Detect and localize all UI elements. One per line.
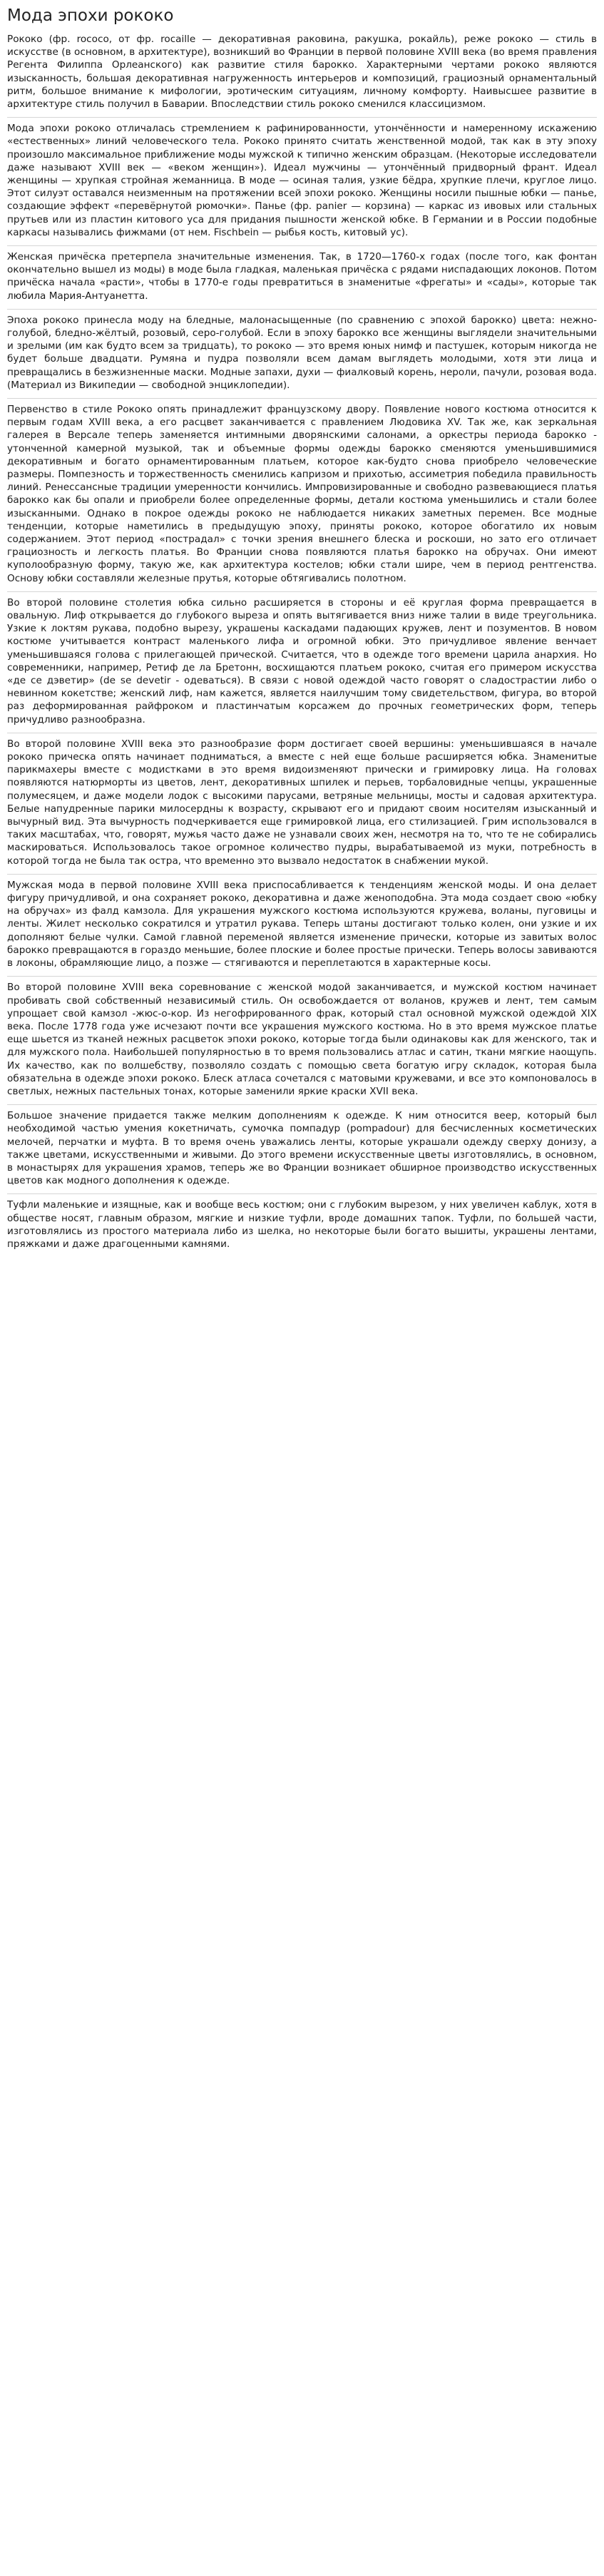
article-paragraph-1: Рококо (фр. rococo, от фр. rocaille — декоративная раковина, ракушка, рокайль), реже рококо — стиль в искусстве (в основном, в архитектуре), возникший во Франции в первой половине XVIII века (во время правления Регента Филиппа Орлеанского) как развитие стиля барокко. Характерными чертами рококо являются изысканность, большая декоративная нагруженность интерьеров и композиций, грациозный орнаментальный ритм, большое внимание к мифологии, эротическим ситуациям, личному комфорту. Наивысшее развитие в архитектуре стиль получил в Баварии. Впоследствии стиль рококо сменился классицизмом. — [7, 33, 597, 118]
article-paragraph-5: Первенство в стиле Рококо опять принадлежит французскому двору. Появление нового костюма относится к первым годам XVIII века, а его расцвет заканчивается с правлением Людовика XV. Так же, как зеркальная галерея в Версале теперь заменяется интимными дворянскими салонами, а оркестры периода барокко - утонченной камерной музыкой, так и объемные формы одежды барокко сменяются уменьшившимися декоративным и богато орнаментированным платьем, которое как-будто снова приобрело человеческие размеры. Помпезность и торжественность сменились капризом и прихотью, ассиметрия победила правильность линий. Ренессансные традиции умеренности кончились. Импровизированные и свободно развевающиеся платья барокко как бы опали и приобрели более определенные формы, детали костюма уменьшились и стали более изысканными. Однако в покрое одежды рококо не наблюдается никаких заметных перемен. Все модные тенденции, которые наметились в предыдущую эпоху, приняты рококо, которое обогатило их новым содержанием. Этот период «пострадал» с точки зрения внешнего блеска и роскоши, но зато его отличает грациозность и легкость платья. Во Франции снова появляются платья барокко на обручах. Они имеют куполообразную форму, такую же, как архитектура костелов; юбки стали шире, чем в период рентгенства. Основу юбки составляли железные прутья, которые обтягивались полотном. — [7, 399, 597, 592]
article-paragraph-3: Женская причёска претерпела значительные изменения. Так, в 1720—1760-х годах (после того, как фонтан окончательно вышел из моды) в моде была гладкая, маленькая причёска с рядами ниспадающих локонов. Потом причёска начала «расти», чтобы в 1770-е годы превратиться в знаменитые «фрегаты» и «сады», которые так любила Мария-Антуанетта. — [7, 246, 597, 310]
article-paragraph-9: Во второй половине XVIII века соревнование с женской модой заканчивается, и мужской костюм начинает пробивать свой собственный независимый стиль. Он освобождается от воланов, кружев и лент, тем самым упрощает свой камзол -жюс-о-кор. Из негофрированного фрак, который стал основной мужской одеждой XIX века. После 1778 года уже исчезают почти все украшения мужского костюма. Но в это время мужское платье еще шьется из тканей нежных расцветок эпохи рококо, которые тогда были одинаковы как для женского, так и для мужского пола. Наибольшей популярностью в то время пользовались атлас и сатин, ткани мягкие наощупь. Их качество, как по волшебству, позволяло создать с помощью света богатую игру складок, которая была обязательна в одежде эпохи рококо. Блеск атласа сочетался с матовыми кружевами, и все это компоновалось в светлых, нежных пастельных тонах, которые заменили яркие краски XVII века. — [7, 977, 597, 1105]
article — [0, 0, 604, 1266]
article-paragraph-10: Большое значение придается также мелким дополнениям к одежде. К ним относится веер, который был необходимой частью умения кокетничать, сумочка помпадур (pompadour) для бесчисленных косметических мелочей, перчатки и муфта. В то время очень уважались ленты, которые украшали одежду сверху донизу, а также цветами, искусственными и живыми. До этого времени искусственные цветы изготовлялись, в основном, в монастырях для украшения храмов, теперь же во Франции возникает обширное производство искусственных цветов как модного дополнения к одежде. — [7, 1105, 597, 1194]
page-title: Мода эпохи рококо — [7, 6, 174, 25]
article-paragraph-2: Мода эпохи рококо отличалась стремлением к рафинированности, утончённости и намеренному искажению «естественных» линий человеческого тела. Рококо принято считать женственной модой, так как в эту эпоху произошло максимальное приближение моды мужской к типично женским образцам. (Некоторые исследователи даже называют XVIII век — «веком женщин»). Идеал мужчины — утончённый придворный франт. Идеал женщины — хрупкая стройная жеманница. В моде — осиная талия, узкие бёдра, хрупкие плечи, круглое лицо. Этот силуэт оставался неизменным на протяжении всей эпохи рококо. Женщины носили пышные юбки — панье, создающие эффект «перевёрнутой рюмочки». Панье (фр. panier — корзина) — каркас из ивовых или стальных прутьев или из пластин китового уса для придания пышности женской юбке. В Германии и в России подобные каркасы называлиcь фижмами (от нем. Fischbein — рыбья кость, китовый ус). — [7, 118, 597, 246]
article-paragraph-11: Туфли маленькие и изящные, как и вообще весь костюм; они с глубоким вырезом, у них увеличен каблук, хотя в обществе носят, главным образом, мягкие и низкие туфли, вроде домашних тапок. Туфли, по большей части, изготовлялись из простого материала либо из шелка, но некоторые были богато вышиты, украшены лентами, пряжками и даже драгоценными камнями. — [7, 1199, 597, 1250]
article-paragraph-7: Во второй половине XVIII века это разнообразие форм достигает своей вершины: уменьшившаяся в начале рококо прическа опять начинает подниматься, а вместе с ней еще больше расширяется юбка. Знаменитые парикмахеры вместе с модистками в это время видоизменяют прически и гримировку лица. На головах появляются натюрморты из цветов, лент, декоративных шпилек и перьев, торбаловидные чепцы, украшенные полумесяцем, и даже модели лодок с высокими парусами, ветряные мельницы, мосты и садовая архитектура. Белые напудренные парики милосердны к возрасту, скрывают его и придают своим носителям изысканный и вычурный вид. Эта вычурность подчеркивается еще гримировкой лица, его стилизацией. Грим использовался в таких масштабах, что, говорят, мужья часто даже не узнавали своих жен, несмотря на то, что те не собирались маскироваться. Использовалось такое огромное количество пудры, вырабатываемой из муки, потребность в которой тогда не была так остра, что временно это вызвало недостаток в снабжении мукой. — [7, 733, 597, 875]
article-paragraph-8: Мужская мода в первой половине XVIII века приспосабливается к тенденциям женской моды. И она делает фигуру причудливой, и она сохраняет рококо, декоративна и даже женоподобна. Эта мода создает свою «юбку на обручах» из фалд камзола. Для украшения мужского костюма используются кружева, воланы, пуговицы и ленты. Жилет несколько сократился и утратил рукава. Теперь штаны достигают только колен, они узкие и их дополняют белые чулки. Самой главной переменой является изменение прически, которые из завитых волос барокко превращаются в гораздо меньшие, более плоские и более простые прически. Теперь волосы завиваются в локоны, обрамляющие лицо, а позже — стягиваются и переплетаются в характерные косы. — [7, 875, 597, 977]
article-paragraph-4: Эпоха рококо принесла моду на бледные, малонасыщенные (по сравнению с эпохой барокко) цвета: нежно-голубой, бледно-жёлтый, розовый, серо-голубой. Если в эпоху барокко все женщины выглядели значительными и зрелыми (им как будто всем за тридцать), то рококо — это время юных нимф и пастушек, которым никогда не будет больше двадцати. Румяна и пудра позволяли всем дамам выглядеть молодыми, хотя эти лица и превращались в безжизненные маски. Модные запахи, духи — фиалковый корень, нероли, пачули, розовая вода. (Материал из Википедии — свободной энциклопедии). — [7, 310, 597, 399]
article-paragraph-6: Во второй половине столетия юбка сильно расширяется в стороны и её круглая форма превращается в овальную. Лиф открывается до глубокого выреза и опять вытягивается вниз ниже талии в виде треугольника. Узкие к локтям рукава, подобно вырезу, украшены каскадами падающих кружев, лент и позументов. В новом костюме учитывается контраст маленького лифа и огромной юбки. Это причудливое явление венчает уменьшившаяся голова с прилегающей прической. Считается, что в одежде того времени царила анархия. Но современники, например, Ретиф де ла Бретонн, восхищаются платьем рококо, считая его примером искусства «де се дэветир» (de se devetir - одеваться). В связи с новой одеждой часто говорят о сладострастии либо о невинном кокетстве; женский лиф, нам кажется, является наилучшим тому свидетельством, фигура, во второй раз деформированная райфроком и пластинчатым корсажем до прочных геометрических форм, теперь причудливо разнообразна. — [7, 592, 597, 733]
